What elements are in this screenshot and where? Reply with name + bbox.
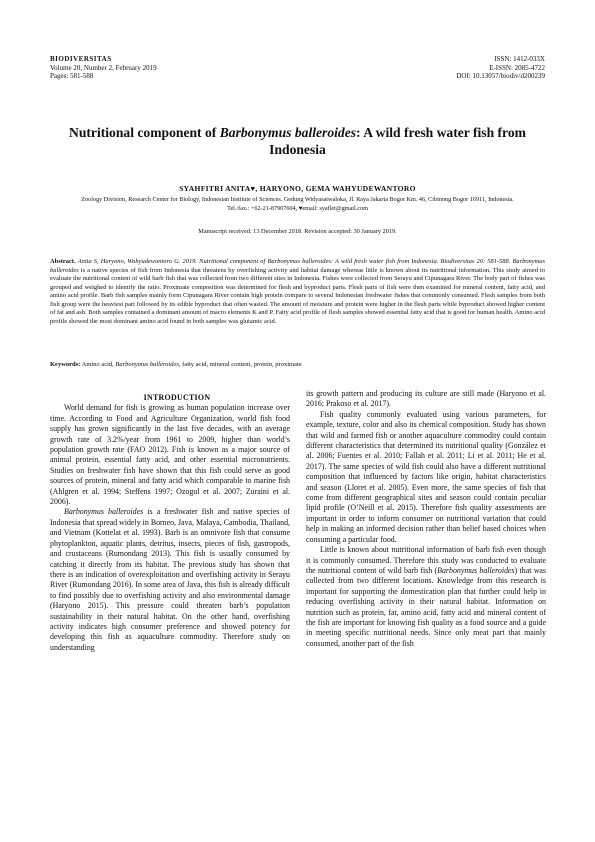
keywords-pre: Amino acid,	[81, 361, 114, 368]
intro-p4-post: ) that was collected from two different locations. Knowledge from this research is important for supporting the domestication plan that further could help in reducing overfishing activity in their natural habitat. Information on nutrition such as protein, fat, amino acid, fatty acid and mineral content of the fish are important for knowing fish quality as a food source and a guide in meeting specific nutritional needs. Since only meat part that mainly consumed, another part of the fish	[306, 565, 546, 648]
abstract-citation: Anita S, Haryono, Wahyudewantoro G. 2019. Nutritional component of Barbonymus balleroides: A wild fresh water fish from Indonesia. Biodiversitas 20: 581-588.	[77, 258, 511, 265]
intro-paragraph-1: World demand for fish is growing as human population increase over time. According to Food and Agriculture Organization, world fish food supply has grown significantly in the last five decades, with an average growth rate of 3.2%/year from 1961 to 2009, higher than world’s population growth rate (FAO 2012). Fish is known as a major source of animal protein, essential fatty acid, and other essential micronutrients. Studies on freshwater fish have shown that this fish could serve as good sources of protein, mineral and fatty acid which comparable to marine fish (Ahlgren et al. 1994; Steffens 1997; Ozogul et al. 2007; Zuraini et al. 2006).	[50, 403, 290, 507]
title-species: Barbonymus balleroides	[219, 125, 357, 140]
abstract	[50, 258, 545, 326]
keywords-label: Keywords:	[50, 361, 81, 368]
section-heading-introduction: INTRODUCTION	[143, 393, 211, 402]
journal-pages: Pages: 581-588	[50, 72, 94, 80]
journal-header-left	[50, 55, 157, 81]
keywords	[50, 361, 545, 370]
paper-title	[50, 124, 545, 158]
journal-eissn: E-ISSN: 2085-4722	[489, 63, 545, 72]
body-column-right	[306, 389, 546, 649]
title-part-2: : A wild fresh water fish from Indonesia	[269, 125, 526, 157]
keywords-post: , fatty acid, mineral content, protein, proximate	[178, 361, 302, 368]
abstract-species: Barbonymus balleroides	[50, 258, 545, 274]
abstract-body: is a native species of fish from Indonesia that threatens by overfishing activity and habitat damage whereas little is known about its nutritional information. This study aimed to evaluate the nutritional content of wild barb fish that was collected from two different sites in Indonesia. Fishes were collected from Serayu and Cipunagara River. The body part of fishes was grouped and weighed to identify the ratio. Proximate composition was determined for flesh and byproduct parts. Flesh parts of fish were then examined for mineral content, fatty acid, and amino acid profile. Barb fish samples mainly form Cipunagara River contain high protein compare to several Indonesian freshwater fishes that commonly consumed. Flesh samples from both fish group were the heaviest part followed by its edible byproduct that often wasted. The amount of moisture and protein were higher in the flesh parts while byproduct showed higher content of fat and ash. Both samples contained a dominant amount of macro elements K and P. Fatty acid profile of flesh samples showed essential fatty acid that is good for human health. Amino acid profile showed the most dominant amino acid found in both samples was glutamic acid.	[50, 266, 545, 325]
journal-volume: Volume 20, Number 2, February 2019	[50, 63, 157, 72]
intro-paragraph-2	[50, 507, 290, 653]
body-column-left	[50, 393, 290, 653]
author-list: SYAHFITRI ANITA♥, HARYONO, GEMA WAHYUDEWANTORO	[179, 184, 416, 193]
keywords-species: Barbonymus balleroides	[115, 361, 179, 368]
intro-p2-species: Barbonymus balleroides	[64, 507, 144, 517]
journal-name: BIODIVERSITAS	[50, 55, 112, 63]
intro-p2-text: is a freshwater fish and native species of Indonesia that spread widely in Borneo, Java, Malaya, Cambodia, Thailand, and Vietnam (Kottelat et al. 1993). Barb is an omnivore fish that consume phytoplankton, aquatic plants, detritus, insects, pieces of fish, gastropods, and crustaceans (Rumondang 2013). This fish is usually consumed by catching it directly from its habitat. The previous study has shown that there is an indication of overexploitation and overfishing activity in Serayu River (Rumondang 2016). In some area of Java, this fish is already difficult to find possibly due to overfishing activity and also environmental damage (Haryono 2015). This pressure could threaten barb’s population sustainability in their natural habitat. On the other hand, overfishing activity indicates high consumer preference and showed potency for developing this fish as aquaculture commodity. Therefore study on understanding	[50, 507, 290, 652]
intro-paragraph-3: Fish quality commonly evaluated using various parameters, for example, texture, color and also its chemical composition. Study has shown that wild and farmed fish or another aquaculture commodity could contain different characteristics that determined its nutritional quality (González et al. 2006; Fuentes et al. 2010; Fallah et al. 2011; Li et al. 2011; He et al. 2017). The same species of wild fish could also have a different nutritional composition that influenced by factors like origin, habitat characteristics and season (Lloret et al. 2005). Even more, the same species of fish that come from different geographical sites and season could contain peculiar lipid profile (O’Neill et al. 2015). Therefore fish quality assessments are important in order to inform consumer on nutritional variation that could help in making an informed decision rather than belief based choices when consuming a particular food.	[306, 409, 546, 544]
journal-doi: DOI: 10.13057/biodiv/d200239	[456, 72, 545, 80]
intro-p4-pre: Little is known about nutritional information of barb fish even though it is commonly consumed. Therefore this study was conducted to evaluate the nutritional content of wild barb fish (	[306, 545, 546, 575]
journal-header-right	[456, 55, 545, 81]
title-part-1: Nutritional component of	[69, 125, 220, 140]
journal-issn: ISSN: 1412-033X	[494, 55, 545, 63]
intro-paragraph-4	[306, 545, 546, 649]
affiliation: Zoology Division, Research Center for Biology, Indonesian Institute of Sciences. Gedung Widyasatwaloka, Jl. Raya Jakarta Bogor Km. 46, Cibinong Bogor 16911, Indonesia. Tel./fax.: +62-21-87907604, ♥email: syaflet@gmail.com	[81, 196, 514, 212]
manuscript-dates: Manuscript received: 13 December 2018. Revision accepted: 30 January 2019.	[198, 228, 397, 235]
intro-p4-species: Barbonymus balleroides	[437, 565, 515, 575]
intro-paragraph-continued: its growth pattern and producing its culture are still made (Haryono et al. 2016; Prakoso et al. 2017).	[306, 389, 546, 409]
abstract-label: Abstract.	[50, 258, 76, 265]
